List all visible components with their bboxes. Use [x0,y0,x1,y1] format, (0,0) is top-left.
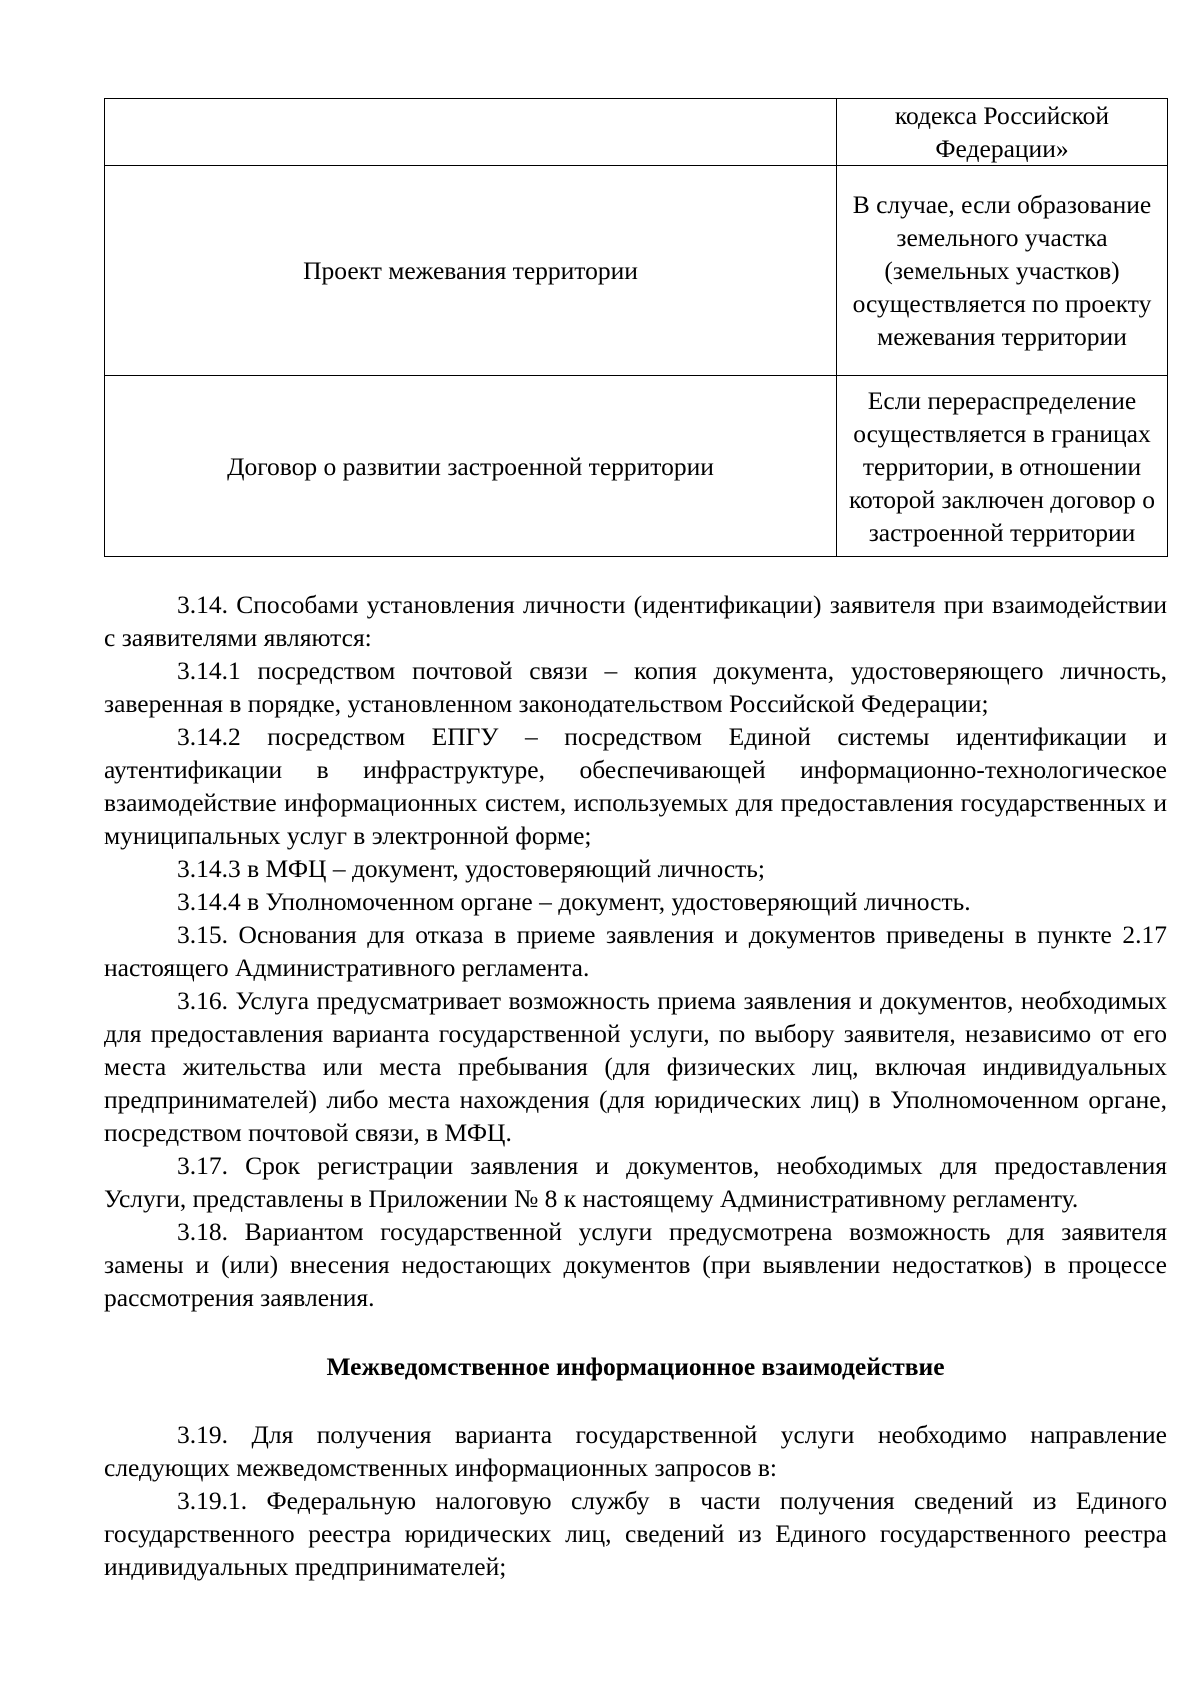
table-cell-document: Договор о развитии застроенной территории [105,376,837,557]
table-cell-condition: В случае, если образование земельного участка (земельных участков) осуществляется по проекту межевания территории [837,166,1168,376]
table-cell-condition: кодекса Российской Федерации» [837,99,1168,166]
paragraph: 3.19. Для получения варианта государственной услуги необходимо направление следующих межведомственных информационных запросов в: [104,1420,1167,1482]
body-text [104,588,1167,1583]
table-cell-document: Проект межевания территории [105,166,837,376]
paragraph: 3.14.3 в МФЦ – документ, удостоверяющий личность; [177,854,766,883]
table-cell-document [105,99,837,166]
paragraph: 3.17. Срок регистрации заявления и документов, необходимых для предоставления Услуги, представлены в Приложении № 8 к настоящему Административному регламенту. [104,1151,1167,1213]
paragraph: 3.19.1. Федеральную налоговую службу в части получения сведений из Единого государственного реестра юридических лиц, сведений из Единого государственного реестра индивидуальных предпринимателей; [104,1486,1167,1581]
documents-table [104,98,1168,557]
paragraph: 3.14.4 в Уполномоченном органе – документ, удостоверяющий личность. [177,887,971,916]
section-heading: Межведомственное информационное взаимодействие [326,1352,945,1381]
table-row [105,166,1168,376]
table-cell-condition: Если перераспределение осуществляется в границах территории, в отношении которой заключен договор о застроенной территории [837,376,1168,557]
paragraph: 3.15. Основания для отказа в приеме заявления и документов приведены в пункте 2.17 настоящего Административного регламента. [104,920,1167,982]
paragraph: 3.18. Вариантом государственной услуги предусмотрена возможность для заявителя замены и (или) внесения недостающих документов (при выявлении недостатков) в процессе рассмотрения заявления. [104,1217,1167,1312]
paragraph: 3.14.1 посредством почтовой связи – копия документа, удостоверяющего личность, заверенная в порядке, установленном законодательством Российской Федерации; [104,656,1167,718]
table-row [105,376,1168,557]
paragraph: 3.16. Услуга предусматривает возможность приема заявления и документов, необходимых для предоставления варианта государственной услуги, по выбору заявителя, независимо от его места жительства или места пребывания (для физических лиц, включая индивидуальных предпринимателей) либо места нахождения (для юридических лиц) в Уполномоченном органе, посредством почтовой связи, в МФЦ. [104,986,1167,1147]
paragraph: 3.14. Способами установления личности (идентификации) заявителя при взаимодействии с заявителями являются: [104,590,1167,652]
table-row [105,99,1168,166]
paragraph: 3.14.2 посредством ЕПГУ – посредством Единой системы идентификации и аутентификации в инфраструктуре, обеспечивающей информационно-технологическое взаимодействие информационных систем, используемых для предоставления государственных и муниципальных услуг в электронной форме; [104,722,1167,850]
document-page [104,98,1167,1583]
